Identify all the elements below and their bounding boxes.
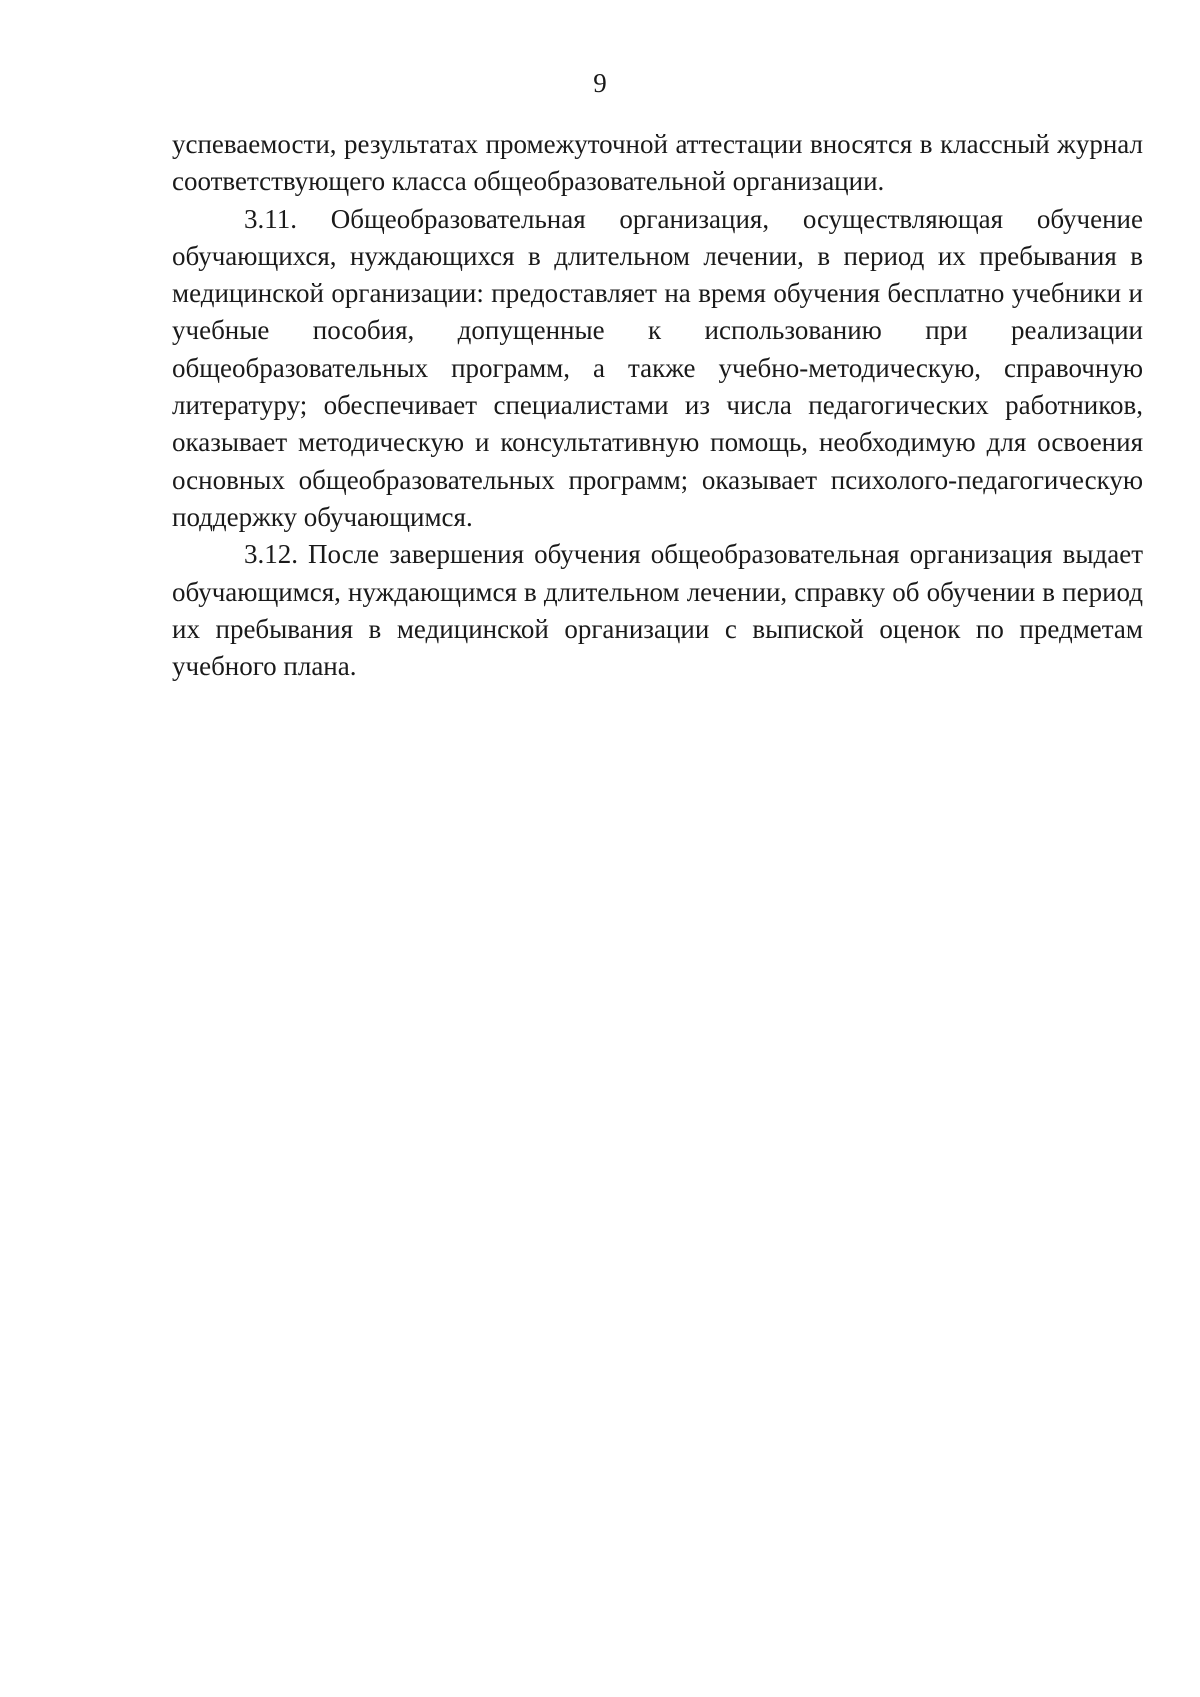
document-body [172, 126, 1143, 685]
page-number: 9 [593, 68, 607, 98]
paragraph-3-11: 3.11. Общеобразовательная организация, осуществляющая обучение обучающихся, нуждающихся в длительном лечении, в период их пребывания в медицинской организации: предоставляет на время обучения бесплатно учебники и учебные пособия, допущенные к использованию при реализации общеобразовательных программ, а также учебно-методическую, справочную литературу; обеспечивает специалистами из числа педагогических работников, оказывает методическую и консультативную помощь, необходимую для освоения основных общеобразовательных программ; оказывает психолого-педагогическую поддержку обучающимся. [172, 203, 1143, 532]
paragraph-continuation: успеваемости, результатах промежуточной аттестации вносятся в классный журнал соответствующего класса общеобразовательной организации. [172, 129, 1143, 197]
paragraph-3-12: 3.12. После завершения обучения общеобразовательная организация выдает обучающимся, нуждающимся в длительном лечении, справку об обучении в период их пребывания в медицинской организации с выпиской оценок по предметам учебного плана. [172, 539, 1143, 682]
